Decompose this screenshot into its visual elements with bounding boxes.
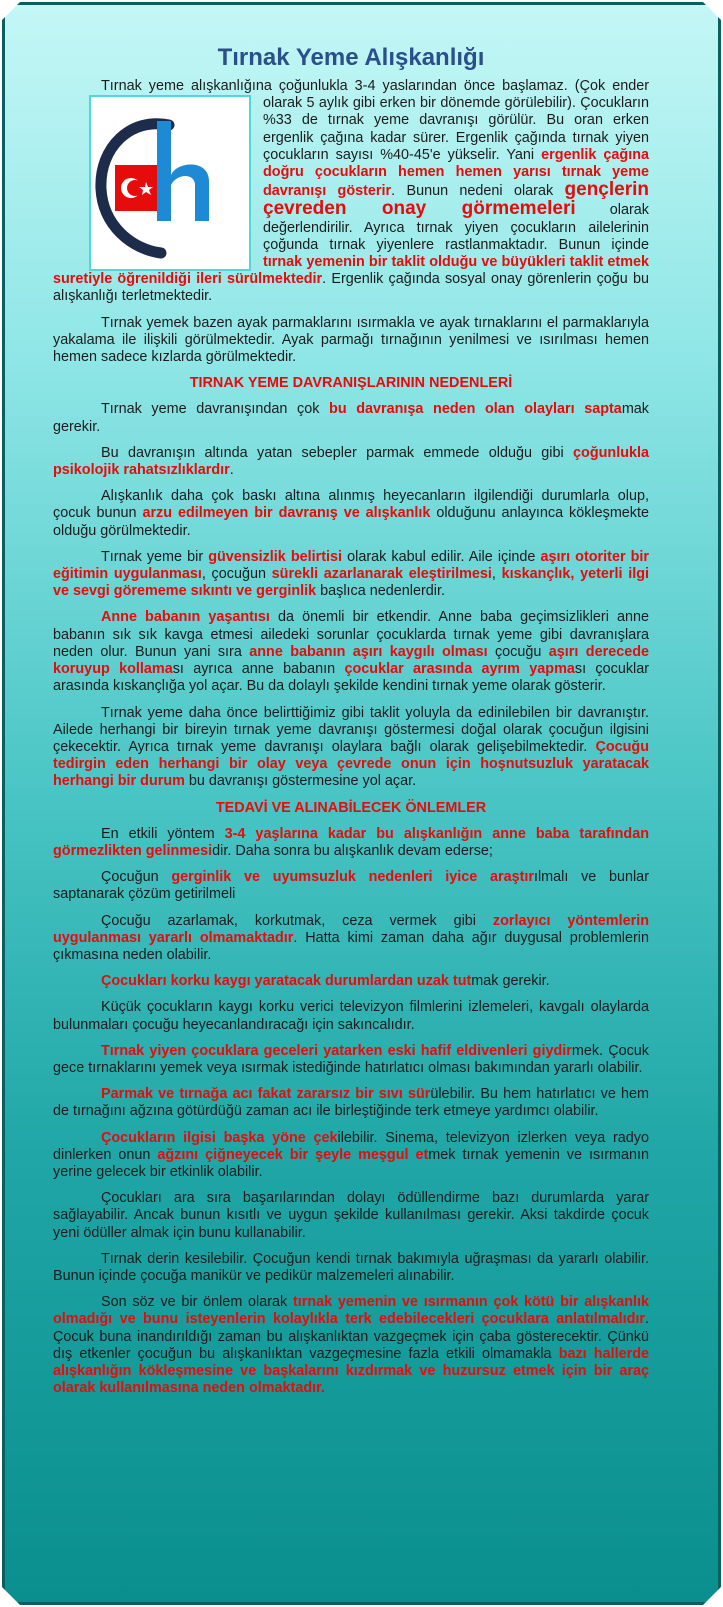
- highlight-text: arzu edilmeyen bir davranış ve alışkanlık: [142, 505, 431, 522]
- highlight-text: kıskançlık, yeterli ilgi ve sevgi görememe sıkıntı ve gerginlik: [53, 566, 650, 600]
- paragraph: [53, 401, 649, 435]
- body-text: olduğunu anlayınca kökleşmekte olduğu görülmektedir.: [53, 505, 650, 539]
- section-intro-more: [53, 315, 649, 367]
- section-causes: [53, 401, 649, 790]
- highlight-text: bazı hallerde alışkanlığın kökleşmesine ve başkalarını kızdırmak ve huzursuz etmek için bir araç olarak kullanılmasına neden olmaktadır.: [53, 1345, 649, 1397]
- paragraph: [53, 1294, 649, 1397]
- highlight-text: Çocuğu tedirgin eden herhangi bir olay veya çevrede onun için hoşnutsuzluk yaratacak herhangi bir durum: [53, 738, 649, 790]
- highlight-text: aşırı derecede koruyup kollama: [53, 643, 649, 678]
- highlight-text: anne babanın aşırı kaygılı olması: [249, 643, 488, 660]
- paragraph: [53, 445, 649, 479]
- body-text: . Hatta kimi zaman daha ağır duygusal problemlerin çıkmasına neden olabilir.: [53, 929, 649, 963]
- body-text: ,: [491, 566, 502, 583]
- body-text: da önemli bir etkendir. Anne baba geçimsizlikleri anne babanın sık sık kavga etmesi ailedeki sorunlar çocuklarda tırnak yeme gibi davranışlara neden olur. Bunun yani sıra: [53, 609, 649, 660]
- body-text: sı çocuklar arasında kıskançlığa yol açar. Bu da dolaylı şekilde kendini tırnak yeme olarak gösterir.: [53, 661, 650, 695]
- body-text: mak gerekir.: [53, 401, 649, 435]
- body-text: olarak değerlendirilir. Ayrıca tırnak yiyen çocukların ailelerinin çoğunda tırnak yiyenlere rastlanmaktadır. Bunun içinde: [263, 202, 650, 253]
- paragraph: [53, 488, 649, 540]
- body-text: Tırnak yemek bazen ayak parmaklarını ısırmakla ve ayak tırnaklarını el parmaklarıyla yakalama ile ilişkili görülmektedir. Ayak parmağı tırnağının yenilmesi ve ısırılması hemen hemen sadece kızlarda görülmektedir.: [53, 314, 649, 366]
- body-text: Çocuğun: [101, 869, 172, 886]
- body-text: Tırnak yeme alışkanlığına çoğunlukla 3-4 yaslarından önce başlamaz. (Çok: [101, 78, 613, 94]
- body-text: Küçük çocukların kaygı korku verici televizyon filmlerini izlemeleri, kavgalı olaylarda bulunmaları çocuğu heyecanlandıracağı için sakıncalıdır.: [53, 999, 649, 1033]
- section-treatment: [53, 826, 649, 1398]
- highlight-text: ağzını çiğneyecek bir şeyle meşgul et: [157, 1146, 429, 1163]
- paragraph: [53, 549, 649, 601]
- paragraph: [53, 869, 649, 903]
- article-content: [53, 38, 649, 1406]
- body-text: Son söz ve bir önlem olarak: [101, 1294, 293, 1311]
- highlight-text: çoğunlukla psikolojik rahatsızlıklardır: [53, 444, 649, 479]
- paragraph: [53, 705, 649, 791]
- body-text: Çocuğu azarlamak, korkutmak, ceza vermek gibi: [101, 912, 493, 929]
- body-text: ilebilir. Sinema, televizyon izlerken veya radyo dinlerken onun: [53, 1129, 649, 1163]
- highlight-text: Çocukların ilgisi başka yöne çek: [101, 1129, 338, 1146]
- highlight-text: zorlayıcı yöntemlerin uygulanması yararlı olmamaktadır: [53, 912, 649, 946]
- paragraph: [53, 609, 649, 695]
- body-text: Alışkanlık daha çok baskı altına alınmış heyecanların ilgilendiği durumlarla olup, çocuk bunun: [53, 488, 649, 522]
- body-text: Tırnak yeme davranışından çok: [101, 401, 330, 418]
- body-text: mek. Çocuk gece tırnaklarını yemek veya ısırmak istediğinde hatırlatıcı olması bakımından yararlı olabilir.: [53, 1042, 649, 1076]
- highlight-text: tırnak yemenin ve ısırmanın çok kötü bir alışkanlık olmadığı ve bunu isteyenlerin kolaylıkla terk edebilecekleri çocuklara anlatılmalıdır: [53, 1294, 649, 1328]
- body-text: . Bunun nedeni olarak: [391, 183, 565, 200]
- body-text: . Ergenlik çağında sosyal onay görenlerin çoğu bu alışkanlığı terletmektedir.: [53, 271, 649, 305]
- body-text: , çocuğun: [201, 566, 272, 583]
- heading-causes: TIRNAK YEME DAVRANIŞLARININ NEDENLERİ: [189, 375, 513, 392]
- paragraph: [53, 1086, 649, 1120]
- dh-logo-icon: [89, 95, 251, 271]
- body-text: ılmalı ve bunlar saptanarak çözüm getirilmeli: [53, 869, 649, 903]
- highlight-text: ergenlik çağına doğru çocukların hemen hemen yarısı tırnak yeme davranışı gösterir: [263, 146, 649, 200]
- paragraph: [53, 1190, 649, 1242]
- highlight-text: gençlerin çevreden onay görmemeleri: [263, 179, 649, 220]
- body-text: Bu davranışın altında yatan sebepler parmak emmede olduğu gibi: [101, 444, 574, 461]
- body-text: .: [229, 462, 234, 479]
- highlight-text: Tırnak yiyen çocuklara geceleri yatarken eski hafif eldivenleri giydir: [101, 1042, 572, 1059]
- paragraph: [53, 315, 649, 367]
- body-text: sı ayrıca anne babanın: [172, 661, 345, 678]
- body-text: . Çocuk buna inandırıldığı zaman bu alışkanlıktan vazgeçmek için çaba gösterecektir. Çünkü dış etkenler çocuğun bu alışkanlıktan vazgeçmesine fazla etkili olmamakla: [53, 1311, 649, 1362]
- highlight-text: Çocukları korku kaygı yaratacak durumlardan uzak tut: [101, 973, 472, 990]
- body-text: ender olarak 5 aylık gibi erken bir dönemde görülebilir). Çocukların %33 de tırnak yeme davranışı görülür. Bu oran erken ergenlik çağına kadar sürer. Ergenlik çağında tırnak yiyen çocukların sayısı %40-45'e yükselir. Yani: [263, 78, 649, 163]
- body-text: Çocukları ara sıra başarılarından dolayı ödüllendirme bazı durumlarda yarar sağlayabilir. Ancak bunun kısıtlı ve uygun şekilde kullanılması gerekir. Aksi takdirde çocuk yeni ödüller almak için bunu kullanabilir.: [53, 1190, 649, 1241]
- body-text: ülebilir. Bu hem hatırlatıcı ve hem de tırnağını ağzına götürdüğü zaman acı ile birleştiğinde terk etmeye yardımcı olabilir.: [53, 1086, 649, 1120]
- article-title: Tırnak Yeme Alışkanlığı: [217, 44, 485, 71]
- highlight-text: Anne babanın yaşantısı: [101, 609, 270, 626]
- body-text: Tırnak yeme bir: [101, 548, 209, 565]
- body-text: mek tırnak yemenin ve ısırmanın yerine gelecek bir etkinlik olabilir.: [53, 1146, 649, 1180]
- paragraph: [53, 913, 649, 965]
- heading-treatment: TEDAVİ VE ALINABİLECEK ÖNLEMLER: [215, 799, 487, 816]
- highlight-text: 3-4 yaşlarına kadar bu alışkanlığın anne baba tarafından görmezlikten gelinmesi: [53, 825, 649, 859]
- paragraph: [53, 1130, 649, 1182]
- highlight-text: Parmak ve tırnağa acı fakat zararsız bir sıvı sür: [101, 1086, 431, 1103]
- body-text: En etkili yöntem: [101, 825, 225, 842]
- paragraph: [53, 999, 649, 1033]
- highlight-text: çocuklar arasında ayrım yapma: [344, 661, 575, 678]
- body-text: Tırnak derin kesilebilir. Çocuğun kendi tırnak bakımıyla uğraşması da yararlı olabilir. Bunun içinde çocuğa manikür ve pedikür malzemeleri alınabilir.: [53, 1250, 649, 1284]
- body-text: olarak kabul edilir. Aile içinde: [342, 548, 541, 565]
- highlight-text: tırnak yemenin bir taklit olduğu ve büyükleri taklit etmek suretiyle öğrenildiği ileri sürülmektedir: [53, 254, 649, 288]
- paragraph: [53, 1043, 649, 1077]
- highlight-text: sürekli azarlanarak eleştirilmesi: [271, 566, 492, 583]
- paragraph: [53, 973, 649, 990]
- highlight-text: bu davranışa neden olan olayları sapta: [329, 401, 622, 418]
- paragraph: [53, 1251, 649, 1285]
- body-text: çocuğu: [487, 643, 549, 660]
- body-text: başlıca nedenlerdir.: [316, 583, 445, 600]
- highlight-text: gerginlik ve uyumsuzluk nedenleri iyice araştır: [171, 869, 534, 886]
- paragraph: [53, 826, 649, 860]
- body-text: bu davranışı göstermesine yol açar.: [184, 773, 417, 790]
- body-text: Tırnak yeme daha önce belirttiğimiz gibi taklit yoluyla da edinilebilen bir davranıştır. Ailede herhangi bir bireyin tırnak yeme davranışı göstermesi doğal olarak çocuğun ilgisini çekecektir. Ayrıca tırnak yeme davranışı olaylara bağlı olarak gelişebilmektedir.: [53, 704, 649, 755]
- highlight-text: aşırı otoriter bir eğitimin uygulanması: [53, 548, 650, 583]
- body-text: dir. Daha sonra bu alışkanlık devam ederse;: [212, 842, 493, 859]
- intro-lead: [101, 78, 612, 94]
- body-text: mak gerekir.: [471, 973, 550, 990]
- intro-paragraph: [53, 78, 649, 306]
- highlight-text: güvensizlik belirtisi: [208, 548, 343, 565]
